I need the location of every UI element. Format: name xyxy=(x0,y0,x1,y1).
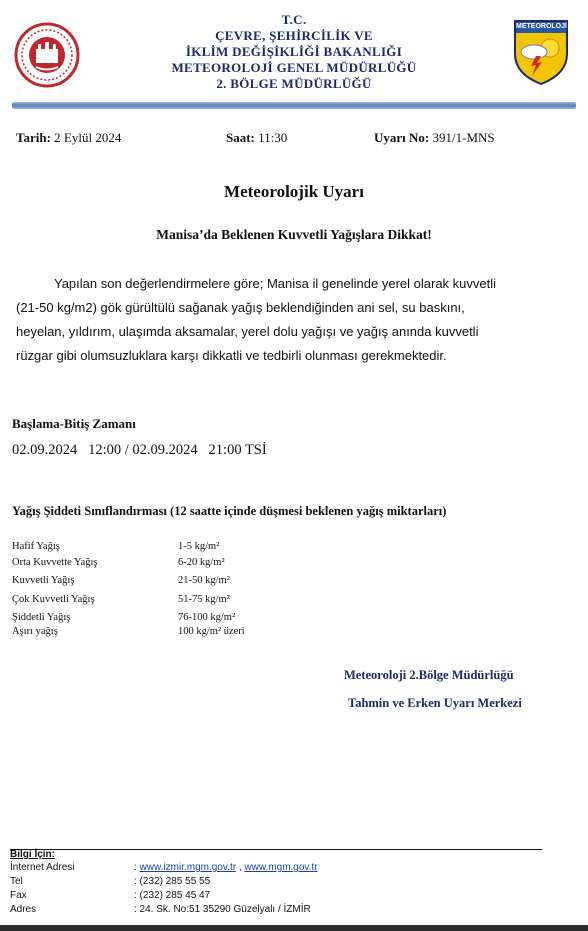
warning-number-label: Uyarı No: xyxy=(374,130,430,145)
date-field xyxy=(16,130,121,146)
classification-value: 51-75 kg/m² xyxy=(178,594,230,605)
bottom-edge-strip xyxy=(0,925,588,931)
footer-value xyxy=(134,862,318,873)
classification-value: 21-50 kg/m² xyxy=(178,575,230,586)
classification-value: 6-20 kg/m² xyxy=(178,557,225,568)
document-subtitle: Manisa’da Beklenen Kuvvetli Yağışlara Dikkat! xyxy=(156,227,432,242)
classification-name: Çok Kuvvetli Yağış xyxy=(12,594,95,605)
classification-row xyxy=(12,594,312,608)
date-value: 2 Eylül 2024 xyxy=(54,130,122,145)
phone-value: : (232) 285 55 55 xyxy=(134,876,211,887)
logo-text: METEOROLOJİ xyxy=(516,23,567,30)
mgm-website-link[interactable]: www.mgm.gov.tr xyxy=(244,862,318,873)
classification-value: 100 kg/m² üzeri xyxy=(178,626,245,637)
document-title: Meteorolojik Uyarı xyxy=(224,182,364,201)
classification-name: Aşırı yağış xyxy=(12,626,58,637)
signature-line-1: Meteoroloji 2.Bölge Müdürlüğü xyxy=(344,668,514,682)
header-line-directorate: METEOROLOJİ GENEL MÜDÜRLÜĞÜ xyxy=(171,60,417,75)
body-line-3: heyelan, yıldırım, ulaşımda aksamalar, yerel dolu yağışı ve yağış anında kuvvetli xyxy=(16,324,479,339)
classification-row xyxy=(12,612,312,626)
period-value: 02.09.2024 12:00 / 02.09.2024 21:00 TSİ xyxy=(12,442,267,458)
warning-number-field xyxy=(374,130,495,146)
period-label: Başlama-Bitiş Zamanı xyxy=(12,416,136,431)
classification-row xyxy=(12,626,312,640)
signature-line-2: Tahmin ve Erken Uyarı Merkezi xyxy=(348,696,522,710)
footer-colon: : xyxy=(134,862,140,873)
classification-name: Orta Kuvvette Yağış xyxy=(12,557,98,568)
date-label: Tarih: xyxy=(16,130,51,145)
classification-row xyxy=(12,557,312,571)
footer-divider xyxy=(10,849,542,850)
address-value: : 24. Sk. No:51 35290 Güzelyalı / İZMİR xyxy=(134,904,311,915)
header-line-ministry-2: İKLİM DEĞİŞİKLİĞİ BAKANLIĞI xyxy=(185,44,403,59)
footer-key: İnternet Adresi xyxy=(10,862,75,873)
classification-row xyxy=(12,541,312,555)
time-field xyxy=(226,130,287,146)
classification-heading: Yağış Şiddeti Sınıflandırması (12 saatte içinde düşmesi beklenen yağış miktarları) xyxy=(12,504,447,518)
header-divider-bar xyxy=(12,102,576,109)
footer-link-separator: , xyxy=(236,862,245,873)
footer-row-address xyxy=(10,904,570,917)
time-value: 11:30 xyxy=(258,130,288,145)
header-line-region: 2. BÖLGE MÜDÜRLÜĞÜ xyxy=(216,76,372,91)
classification-name: Şiddetli Yağış xyxy=(12,612,71,623)
classification-name: Hafif Yağış xyxy=(12,541,60,552)
fax-value: : (232) 285 45 47 xyxy=(134,890,211,901)
footer-key: Adres xyxy=(10,904,37,915)
classification-value: 76-100 kg/m² xyxy=(178,612,236,623)
classification-row xyxy=(12,575,312,589)
footer-row-tel xyxy=(10,876,570,889)
footer-key: Fax xyxy=(10,890,27,901)
meteoroloji-shield-logo xyxy=(512,18,570,86)
body-line-2: (21-50 kg/m2) gök gürültülü sağanak yağış beklendiğinden ani sel, su baskını, xyxy=(16,300,465,315)
footer-row-web xyxy=(10,862,570,875)
footer-key: Tel xyxy=(10,876,23,887)
body-line-1: Yapılan son değerlendirmelere göre; Manisa il genelinde yerel olarak kuvvetli xyxy=(54,276,497,291)
footer-row-fax xyxy=(10,890,570,903)
footer-heading: Bilgi İçin: xyxy=(10,849,55,860)
regional-website-link[interactable]: www.izmir.mgm.gov.tr xyxy=(139,862,237,873)
classification-name: Kuvvetli Yağış xyxy=(12,575,75,586)
warning-number-value: 391/1-MNS xyxy=(432,130,495,145)
time-label: Saat: xyxy=(226,130,255,145)
header-line-ministry-1: ÇEVRE, ŞEHİRCİLİK VE xyxy=(215,28,373,43)
body-line-4: rüzgar gibi olumsuzluklara karşı dikkatli ve tedbirli olunması gerekmektedir. xyxy=(16,348,447,363)
header-line-tc: T.C. xyxy=(281,12,307,27)
classification-value: 1-5 kg/m² xyxy=(178,541,220,552)
